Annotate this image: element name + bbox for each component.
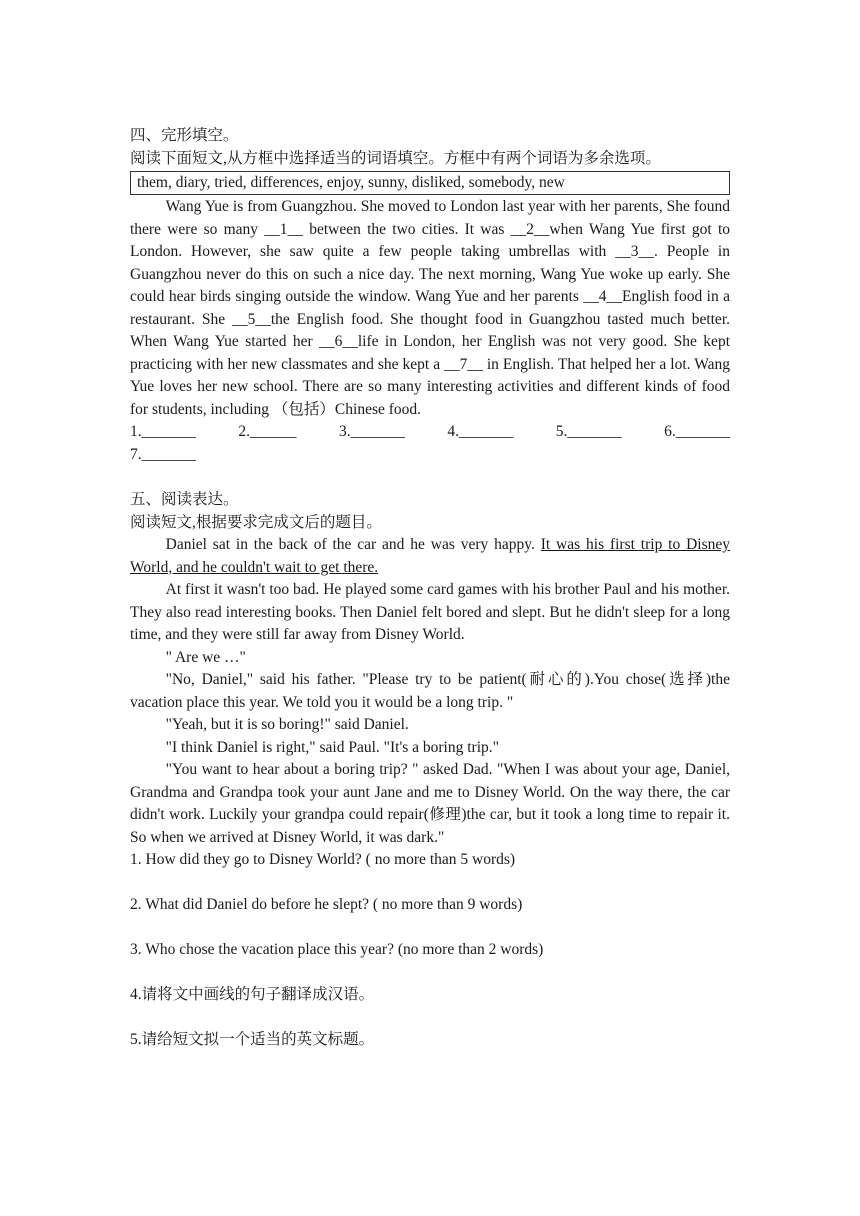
reading-paragraph-7: "You want to hear about a boring trip? " asked Dad. "When I was about your age, Daniel, Grandma and Grandpa took your aunt Jane and me to Disney World. On the way there, the car didn't work. Luckily your grandpa could repair(修理)the car, but it took a long time to repair it. So when we arrived at Disney World, it was dark." xyxy=(130,761,730,846)
question-3: 3. Who chose the vacation place this year? (no more than 2 words) xyxy=(130,941,544,958)
answer-space-3[interactable] xyxy=(130,962,730,985)
word-box: them, diary, tried, differences, enjoy, sunny, disliked, somebody, new xyxy=(130,171,730,195)
blank-1[interactable]: 1._______ xyxy=(130,423,196,440)
answer-space-1[interactable] xyxy=(130,872,730,895)
blank-7[interactable]: 7._______ xyxy=(130,445,196,463)
section5-instruction: 阅读短文,根据要求完成文后的题目。 xyxy=(130,514,382,531)
answer-blanks xyxy=(130,421,730,444)
blank-3[interactable]: 3._______ xyxy=(339,423,405,440)
question-4: 4.请将文中画线的句子翻译成汉语。 xyxy=(130,986,375,1003)
section5-title: 五、阅读表达。 xyxy=(130,491,239,508)
reading-paragraph-4: "No, Daniel," said his father. "Please try to be patient(耐心的).You chose(选择)the vacation place this year. We told you it would be a long trip. " xyxy=(130,671,730,711)
answer-space-2[interactable] xyxy=(130,917,730,940)
question-2: 2. What did Daniel do before he slept? ( no more than 9 words) xyxy=(130,896,523,913)
question-5: 5.请给短文拟一个适当的英文标题。 xyxy=(130,1031,375,1048)
reading-paragraph-3: " Are we …" xyxy=(165,648,246,666)
blank-2[interactable]: 2.______ xyxy=(238,423,297,440)
worksheet-page xyxy=(130,124,730,1052)
blank-5[interactable]: 5._______ xyxy=(555,423,622,440)
reading-paragraph-1 xyxy=(130,534,730,579)
reading-paragraph-6: "I think Daniel is right," said Paul. "It's a boring trip." xyxy=(165,738,499,756)
blank-6[interactable]: 6._______ xyxy=(664,423,730,440)
section4-instruction: 阅读下面短文,从方框中选择适当的词语填空。方框中有两个词语为多余选项。 xyxy=(130,150,661,167)
spacer xyxy=(130,466,730,488)
answer-space-4[interactable] xyxy=(130,1007,730,1030)
blank-4[interactable]: 4._______ xyxy=(447,423,514,440)
reading-paragraph-2: At first it wasn't too bad. He played some card games with his brother Paul and his mother. They also read interesting books. Then Daniel felt bored and slept. But he didn't sleep for a long time, and they were still far away from Disney World. xyxy=(130,581,730,643)
reading-paragraph-5: "Yeah, but it is so boring!" said Daniel. xyxy=(165,716,409,733)
question-1: 1. How did they go to Disney World? ( no more than 5 words) xyxy=(130,851,516,868)
paragraph-1-text: Daniel sat in the back of the car and he was very happy. xyxy=(165,536,541,553)
cloze-passage: Wang Yue is from Guangzhou. She moved to London last year with her parents, She found there were so many __1__ between the two cities. It was __2__when Wang Yue first got to London. However, she saw quite a few people taking umbrellas with __3__. People in Guangzhou never do this on such a nice day. The next morning, Wang Yue woke up early. She could hear birds singing outside the window. Wang Yue and her parents __4__English food in a restaurant. She __5__the English food. She thought food in Guangzhou tasted much better. When Wang Yue started her __6__life in London, her English was not very good. She kept practicing with her new classmates and she kept a __7__ in English. That helped her a lot. Wang Yue loves her new school. There are so many interesting activities and different kinds of food for students, including （包括）Chinese food. xyxy=(130,198,730,418)
underlined-sentence: It was his first trip to Disney World, and he couldn't wait to get there. xyxy=(130,536,730,576)
section4-title: 四、完形填空。 xyxy=(130,127,239,144)
